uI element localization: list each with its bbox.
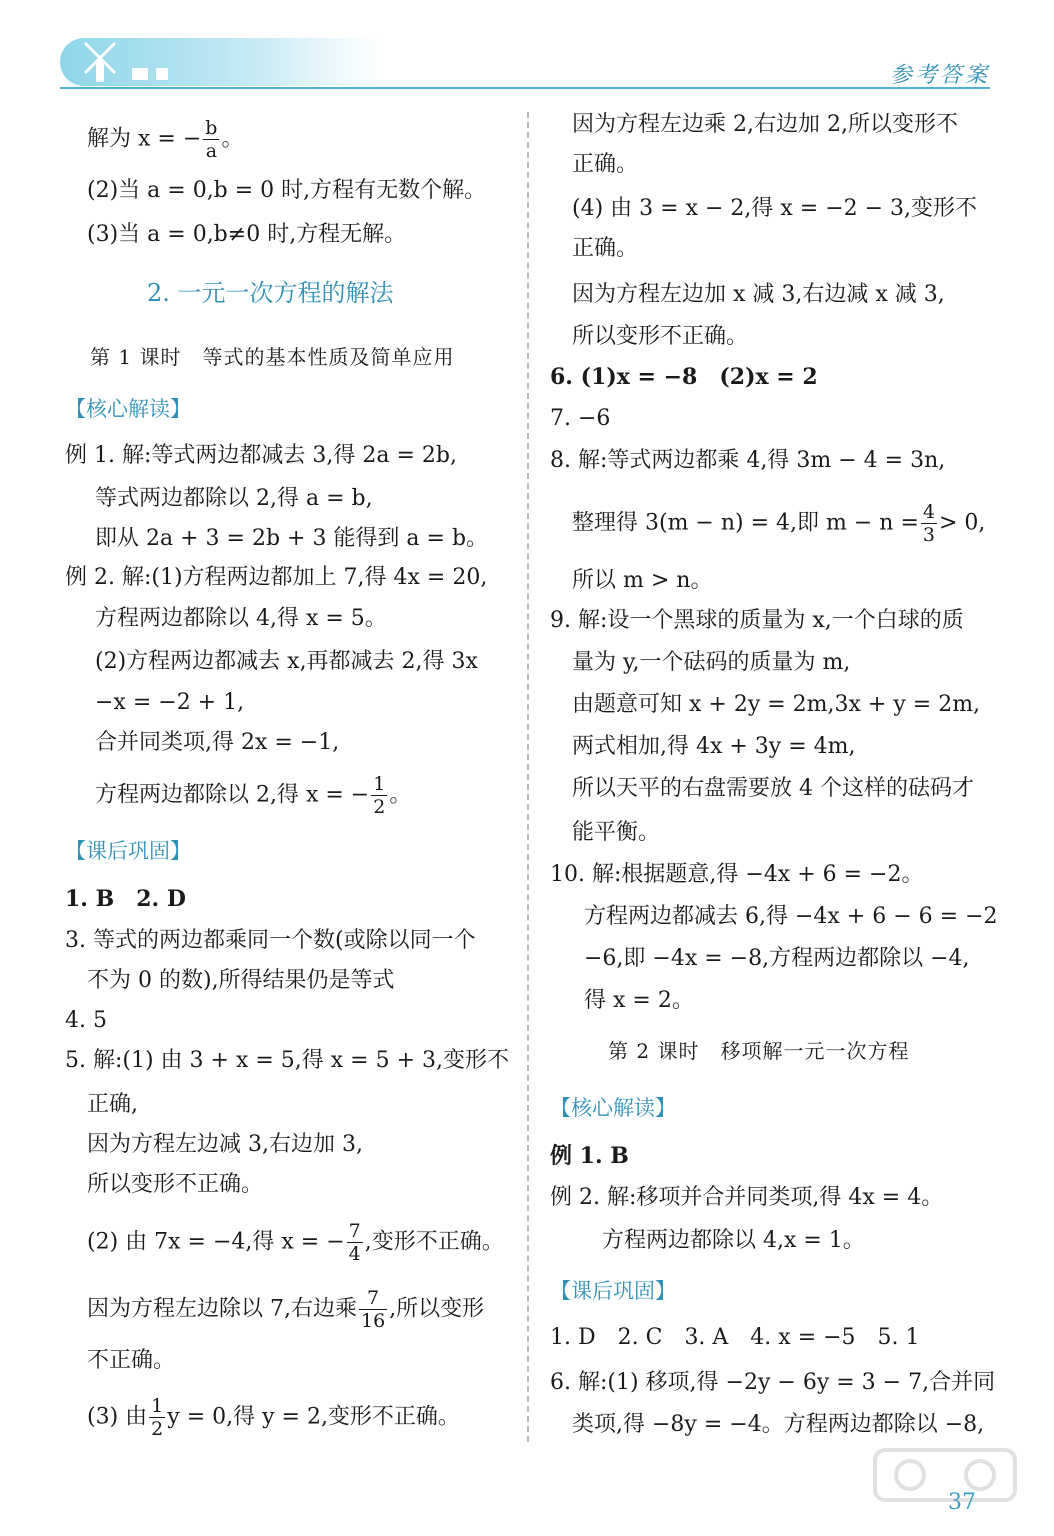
line: 所以 m > n。 [572,568,713,593]
header-answer-tag: 参考答案 [889,63,990,88]
line: 1. B 2. D [65,886,186,912]
fraction [203,117,219,162]
line: 量为 y,一个砝码的质量为 m, [572,650,851,675]
fraction [371,773,387,818]
numerator: 7 [348,1220,361,1242]
numerator: 1 [151,1395,164,1417]
numerator: 7 [359,1287,387,1310]
line: 类项,得 −8y = −4。方程两边都除以 −8, [572,1412,985,1437]
text: 整理得 3(m − n) = 4,即 m − n = [572,510,919,536]
line: 3. 等式的两边都乘同一个数(或除以同一个 [65,928,476,953]
after-class-heading: 【课后巩固】 [65,839,191,863]
line: 得 x = 2。 [584,988,694,1013]
line: 7. −6 [550,406,611,431]
line: 1. D 2. C 3. A 4. x = −5 5. 1 [550,1325,920,1350]
line: 方程两边都减去 6,得 −4x + 6 − 6 = −2 [584,904,998,929]
line: 不为 0 的数),所得结果仍是等式 [87,968,395,993]
denominator: 2 [151,1418,164,1440]
text: 解为 x = − [87,126,202,152]
denominator: 3 [922,524,935,546]
line: 例 1. B [550,1143,629,1169]
line: 不正确。 [87,1348,176,1373]
line: 所以变形不正确。 [572,324,749,349]
line [95,773,411,818]
line: 两式相加,得 4x + 3y = 4m, [572,734,856,759]
line: −6,即 −4x = −8,方程两边都除以 −4, [584,946,970,971]
column-divider [527,112,529,1442]
text: 因为方程左边除以 7,右边乘 [87,1296,357,1322]
section-title: 2. 一元一次方程的解法 [147,279,394,307]
core-heading: 【核心解读】 [65,397,191,421]
text: 方程两边都除以 2,得 x = − [95,782,370,808]
lesson-title: 第 2 课时 移项解一元一次方程 [608,1039,910,1063]
line: 即从 2a + 3 = 2b + 3 能得到 a = b。 [95,526,489,551]
denominator: 4 [348,1243,361,1265]
watermark-logo [870,1440,1020,1530]
fraction [347,1220,363,1265]
line [572,501,985,546]
line: 例 2. 解:(1)方程两边都加上 7,得 4x = 20, [65,565,488,590]
line: 等式两边都除以 2,得 a = b, [95,486,373,511]
line [87,117,243,162]
text: 。 [221,126,244,152]
line: 所以变形不正确。 [87,1172,264,1197]
fraction [359,1287,387,1332]
line: (3)当 a = 0,b≠0 时,方程无解。 [87,222,407,247]
line: 方程两边都除以 4,x = 1。 [602,1228,865,1253]
line: 6. (1)x = −8 (2)x = 2 [550,364,818,390]
text: 。 [389,782,412,808]
line: 4. 5 [65,1008,107,1033]
line: 由题意可知 x + 2y = 2m,3x + y = 2m, [572,692,981,717]
line: 8. 解:等式两边都乘 4,得 3m − 4 = 3n, [550,448,946,473]
lesson-title: 第 1 课时 等式的基本性质及简单应用 [90,345,455,369]
windmill-icon [70,38,180,84]
line: (2)方程两边都减去 x,再都减去 2,得 3x [95,649,478,674]
line: 正确。 [572,152,639,177]
denominator: 2 [373,796,386,818]
line: 能平衡。 [572,820,661,845]
line: 因为方程左边加 x 减 3,右边减 x 减 3, [572,282,945,307]
text: (2) 由 7x = −4,得 x = − [87,1229,345,1255]
denominator: 16 [360,1310,386,1332]
line: 所以天平的右盘需要放 4 个这样的砝码才 [572,776,974,801]
text: > 0, [938,510,986,536]
numerator: 4 [922,501,935,523]
line: 10. 解:根据题意,得 −4x + 6 = −2。 [550,862,924,887]
text: (3) 由 [87,1404,148,1430]
line: 例 1. 解:等式两边都减去 3,得 2a = 2b, [65,443,457,468]
line: 9. 解:设一个黑球的质量为 x,一个白球的质 [550,608,964,633]
line: 正确, [87,1092,138,1117]
fraction [149,1395,165,1440]
fraction [921,501,937,546]
line: 因为方程左边减 3,右边加 3, [87,1132,363,1157]
numerator: b [205,117,218,139]
line: 合并同类项,得 2x = −1, [95,730,340,755]
line: 因为方程左边乘 2,右边加 2,所以变形不 [572,112,958,137]
line: −x = −2 + 1, [95,690,245,715]
line [87,1287,484,1332]
header-banner [60,38,380,86]
line [87,1395,460,1440]
line: 正确。 [572,236,639,261]
line: 例 2. 解:移项并合并同类项,得 4x = 4。 [550,1185,944,1210]
denominator: a [205,140,218,162]
core-heading: 【核心解读】 [550,1096,676,1120]
line: 6. 解:(1) 移项,得 −2y − 6y = 3 − 7,合并同 [550,1370,996,1395]
page-header [0,0,1054,100]
text: y = 0,得 y = 2,变形不正确。 [167,1404,460,1430]
after-class-heading: 【课后巩固】 [550,1279,676,1303]
text: ,所以变形 [389,1296,485,1322]
line: 5. 解:(1) 由 3 + x = 5,得 x = 5 + 3,变形不 [65,1048,510,1073]
line [87,1220,504,1265]
line: 方程两边都除以 4,得 x = 5。 [95,606,387,631]
line: (4) 由 3 = x − 2,得 x = −2 − 3,变形不 [572,196,978,221]
page-number: 37 [948,1490,976,1515]
text: ,变形不正确。 [364,1229,504,1255]
line: (2)当 a = 0,b = 0 时,方程有无数个解。 [87,178,487,203]
numerator: 1 [373,773,386,795]
header-rule [60,87,990,89]
